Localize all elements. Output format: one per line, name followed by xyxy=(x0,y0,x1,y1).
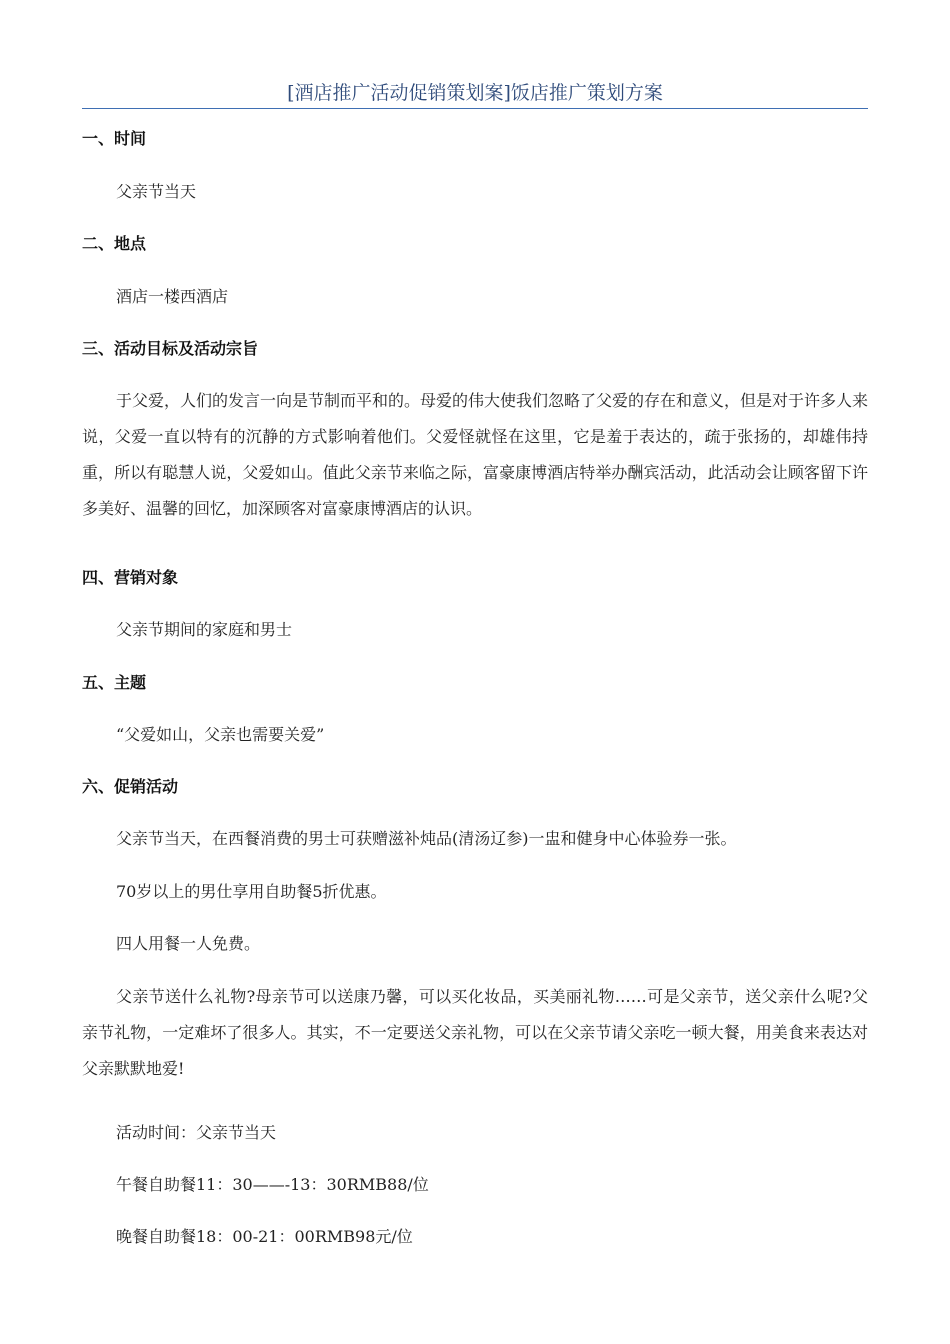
dinner-buffet: 晚餐自助餐18：00-21：00RMB98元/位 xyxy=(116,1227,413,1246)
promotion-item-3: 四人用餐一人免费。 xyxy=(116,934,261,953)
document-title: [酒店推广活动促销策划案]饭店推广策划方案 xyxy=(287,82,663,104)
place-text: 酒店一楼西酒店 xyxy=(116,287,229,306)
section-heading-promotion: 六、促销活动 xyxy=(82,777,179,796)
activity-time: 活动时间：父亲节当天 xyxy=(116,1123,277,1142)
title-underline xyxy=(82,108,868,109)
section-heading-goal: 三、活动目标及活动宗旨 xyxy=(82,339,259,358)
section-heading-time: 一、时间 xyxy=(82,129,147,148)
theme-text: “父爱如山，父亲也需要关爱” xyxy=(116,725,325,744)
section-heading-target: 四、营销对象 xyxy=(82,568,179,587)
target-text: 父亲节期间的家庭和男士 xyxy=(116,620,293,639)
time-text: 父亲节当天 xyxy=(116,182,197,201)
promotion-item-2: 70岁以上的男仕享用自助餐5折优惠。 xyxy=(116,882,387,901)
section-heading-theme: 五、主题 xyxy=(82,673,147,692)
lunch-buffet: 午餐自助餐11：30——-13：30RMB88/位 xyxy=(116,1175,429,1194)
goal-paragraph: 于父爱，人们的发言一向是节制而平和的。母爱的伟大使我们忽略了父爱的存在和意义，但是对于许多人来说，父爱一直以特有的沉静的方式影响着他们。父爱怪就怪在这里，它是羞于表达的，疏于张扬的，却雄伟持重，所以有聪慧人说，父爱如山。值此父亲节来临之际，富豪康博酒店特举办酬宾活动，此活动会让顾客留下许多美好、温馨的回忆，加深顾客对富豪康博酒店的认识。 xyxy=(82,391,869,518)
section-heading-place: 二、地点 xyxy=(82,234,147,253)
promotion-paragraph: 父亲节送什么礼物?母亲节可以送康乃馨，可以买化妆品，买美丽礼物……可是父亲节，送父亲什么呢?父亲节礼物，一定难坏了很多人。其实，不一定要送父亲礼物，可以在父亲节请父亲吃一顿大餐，用美食来表达对父亲默默地爱! xyxy=(82,987,868,1078)
promotion-item-1: 父亲节当天，在西餐消费的男士可获赠滋补炖品(清汤辽参)一盅和健身中心体验券一张。 xyxy=(116,829,737,848)
